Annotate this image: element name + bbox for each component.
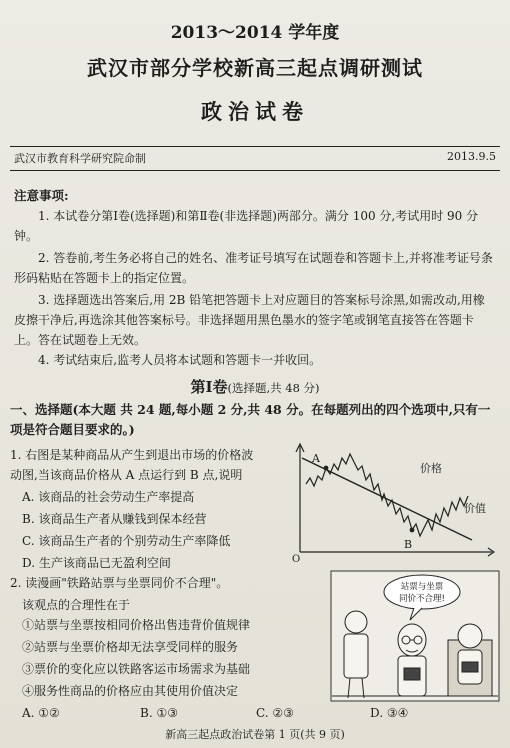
q2-choice-a: A. ①② bbox=[22, 706, 60, 720]
q2-choice-d: D. ③④ bbox=[370, 706, 409, 720]
cartoon-caption-line2: 同价不合理! bbox=[399, 594, 445, 604]
part1-subtitle: (选择题,共 48 分) bbox=[227, 381, 320, 395]
part1-heading bbox=[0, 376, 510, 397]
price-label: 价格 bbox=[420, 462, 442, 475]
q2-stem: 2. 读漫画"铁路站票与坐票同价不合理"。 bbox=[10, 576, 229, 590]
q2-statement: ③票价的变化应以铁路客运市场需求为基础 bbox=[22, 662, 251, 676]
point-b-label: B bbox=[404, 538, 413, 551]
q1-option-d: D. 生产该商品已无盈利空间 bbox=[22, 556, 171, 570]
exam-date: 2013.9.5 bbox=[447, 150, 496, 163]
q1-stem-line2: 动图,当该商品价格从 A 点运行到 B 点,说明 bbox=[10, 468, 243, 482]
q2-choice-c: C. ②③ bbox=[256, 706, 294, 720]
school-year: 2013～2014 学年度 bbox=[170, 23, 340, 43]
part1-instruction: 一、选择题(本大题 共 24 题,每小题 2 分,共 48 分。在每题列出的四个选项中,只有一项是符合题目要求的。) bbox=[10, 402, 491, 437]
note-item: 1. 本试卷分第Ⅰ卷(选择题)和第Ⅱ卷(非选择题)两部分。满分 100 分,考试用时 90 分钟。 bbox=[14, 209, 479, 243]
notes-title: 注意事项: bbox=[14, 188, 69, 203]
origin-label: O bbox=[292, 554, 301, 562]
q2-statement: ①站票与坐票按相同价格出售违背价值规律 bbox=[22, 618, 251, 632]
header-rule-bottom bbox=[10, 170, 500, 171]
q1-option-c: C. 该商品生产者的个别劳动生产率降低 bbox=[22, 534, 231, 548]
q1-option-b: B. 该商品生产者从赚钱到保本经营 bbox=[22, 512, 207, 526]
note-item: 2. 答卷前,考生务必将自己的姓名、准考证号填写在试题卷和答题卡上,并将准考证号条形码粘贴在答题卡上的指定位置。 bbox=[14, 251, 493, 285]
exam-title: 武汉市部分学校新高三起点调研测试 bbox=[87, 56, 423, 80]
q2-statement: ④服务性商品的价格应由其使用价值决定 bbox=[22, 684, 239, 698]
cartoon-caption-line1: 站票与坐票 bbox=[400, 582, 444, 592]
value-label: 价值 bbox=[464, 502, 486, 515]
price-value-chart bbox=[292, 440, 500, 562]
issuer: 武汉市教育科学研究院命制 bbox=[14, 152, 146, 165]
q2-choice-b: B. ①③ bbox=[140, 706, 178, 720]
point-a-dot bbox=[324, 466, 329, 471]
train-ticket-cartoon bbox=[330, 570, 500, 702]
note-item: 4. 考试结束后,监考人员将本试题和答题卡一并收回。 bbox=[38, 353, 322, 367]
page-footer: 新高三起点政治试卷第 1 页(共 9 页) bbox=[165, 728, 345, 741]
q2-sub: 该观点的合理性在于 bbox=[22, 598, 131, 612]
q2-statement: ②站票与坐票价格却无法享受同样的服务 bbox=[22, 640, 239, 654]
standing-passenger-middle bbox=[398, 624, 426, 696]
point-b-dot bbox=[410, 528, 415, 533]
part1-title: 第Ⅰ卷 bbox=[190, 378, 228, 396]
note-item: 3. 选择题选出答案后,用 2B 铅笔把答题卡上对应题目的答案标号涂黑,如需改动,用橡皮擦干净后,再选涂其他答案标号。非选择题用黑色墨水的签字笔或钢笔直接答在答题卡上。答在试题卷上无效。 bbox=[14, 293, 485, 347]
header-rule-top bbox=[10, 146, 500, 147]
subject-title: 政治试卷 bbox=[201, 99, 309, 124]
price-curve bbox=[306, 454, 468, 536]
q1-stem-line1: 1. 右图是某种商品从产生到退出市场的价格波 bbox=[10, 448, 254, 462]
q1-option-a: A. 该商品的社会劳动生产率提高 bbox=[22, 490, 195, 504]
point-a-label: A bbox=[312, 452, 320, 465]
